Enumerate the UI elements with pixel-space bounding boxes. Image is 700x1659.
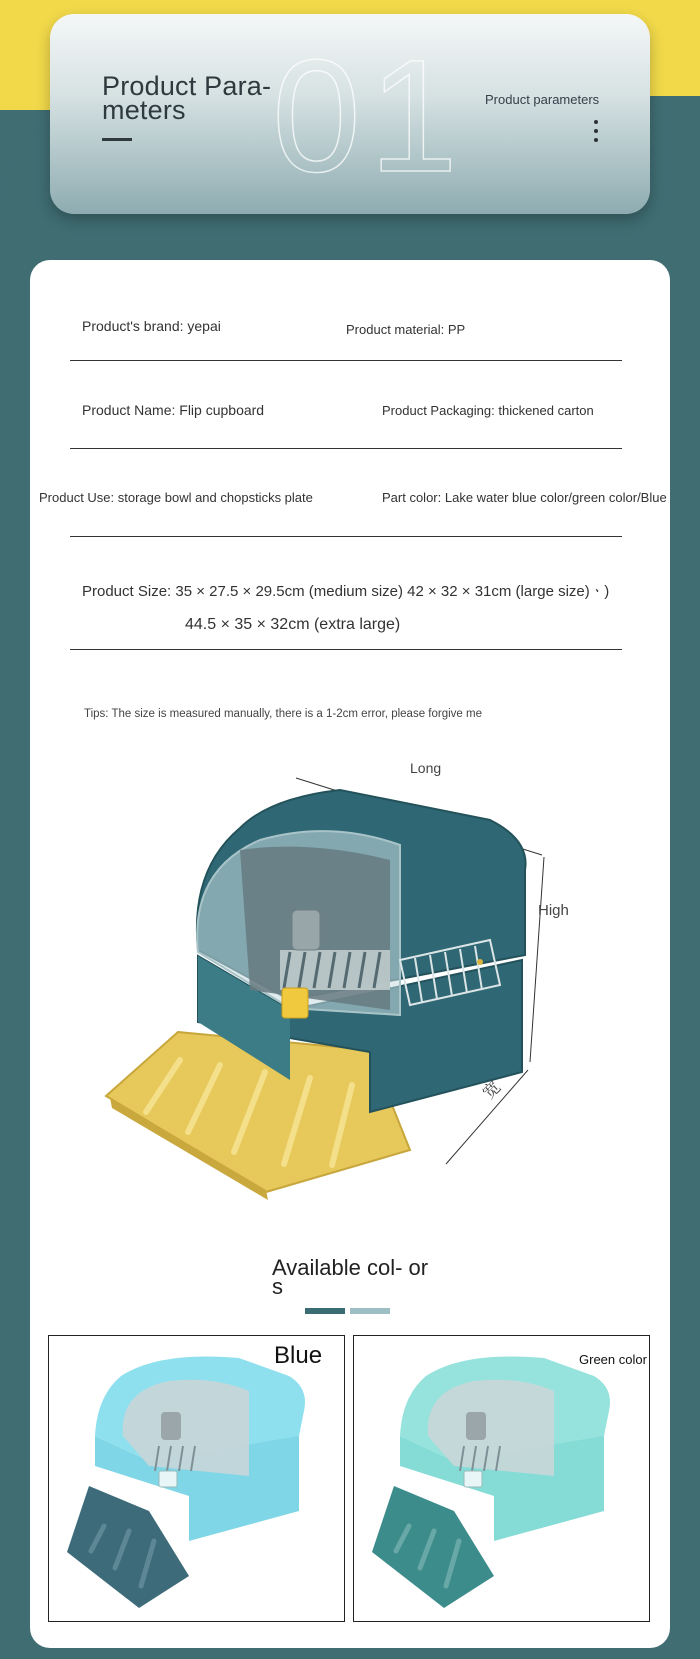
color-text: Part color: Lake water blue color/green color/Blue — [382, 490, 667, 505]
param-row — [39, 448, 667, 537]
title-underline — [102, 138, 132, 141]
header-subtitle: Product parameters — [485, 92, 600, 107]
dish-rack-drawing — [70, 760, 630, 1200]
color-option-blue[interactable] — [48, 1335, 345, 1622]
param-row — [70, 292, 622, 361]
header-card — [50, 14, 650, 214]
color-option-green[interactable] — [353, 1335, 650, 1622]
blue-rack-image — [49, 1336, 344, 1621]
green-rack-image — [354, 1336, 649, 1621]
section-number: 01 — [272, 26, 466, 205]
page-title: Product Para- meters — [102, 71, 272, 125]
packaging-text: Product Packaging: thickened carton — [382, 403, 594, 418]
size-text-extra: 44.5 × 35 × 32cm (extra large) — [185, 616, 401, 633]
dimension-long-label: Long — [410, 760, 442, 776]
more-options-icon[interactable] — [594, 120, 600, 147]
tips-text: Tips: The size is measured manually, there is a 1-2cm error, please forgive me — [84, 708, 482, 720]
color-label-green: Green color — [579, 1352, 647, 1367]
colors-title: Available col- ors — [272, 1255, 429, 1299]
param-row — [70, 536, 622, 650]
color-label-blue: Blue — [274, 1342, 323, 1369]
size-text: Product Size: 35 × 27.5 × 29.5cm (medium size) 42 × 32 × 31cm (large size)ㆍ) — [82, 583, 610, 600]
material-text: Product material: PP — [346, 322, 466, 337]
name-text: Product Name: Flip cupboard — [82, 402, 265, 418]
colors-bar-dark — [305, 1308, 345, 1314]
product-illustration — [70, 760, 630, 1200]
dimension-high-label: High — [538, 902, 569, 919]
colors-bar-light — [350, 1308, 390, 1314]
dimension-wide-label: 宽 — [479, 1077, 505, 1103]
use-text: Product Use: storage bowl and chopsticks plate — [39, 490, 313, 505]
brand-text: Product's brand: yepai — [82, 318, 221, 334]
param-row — [70, 360, 622, 449]
